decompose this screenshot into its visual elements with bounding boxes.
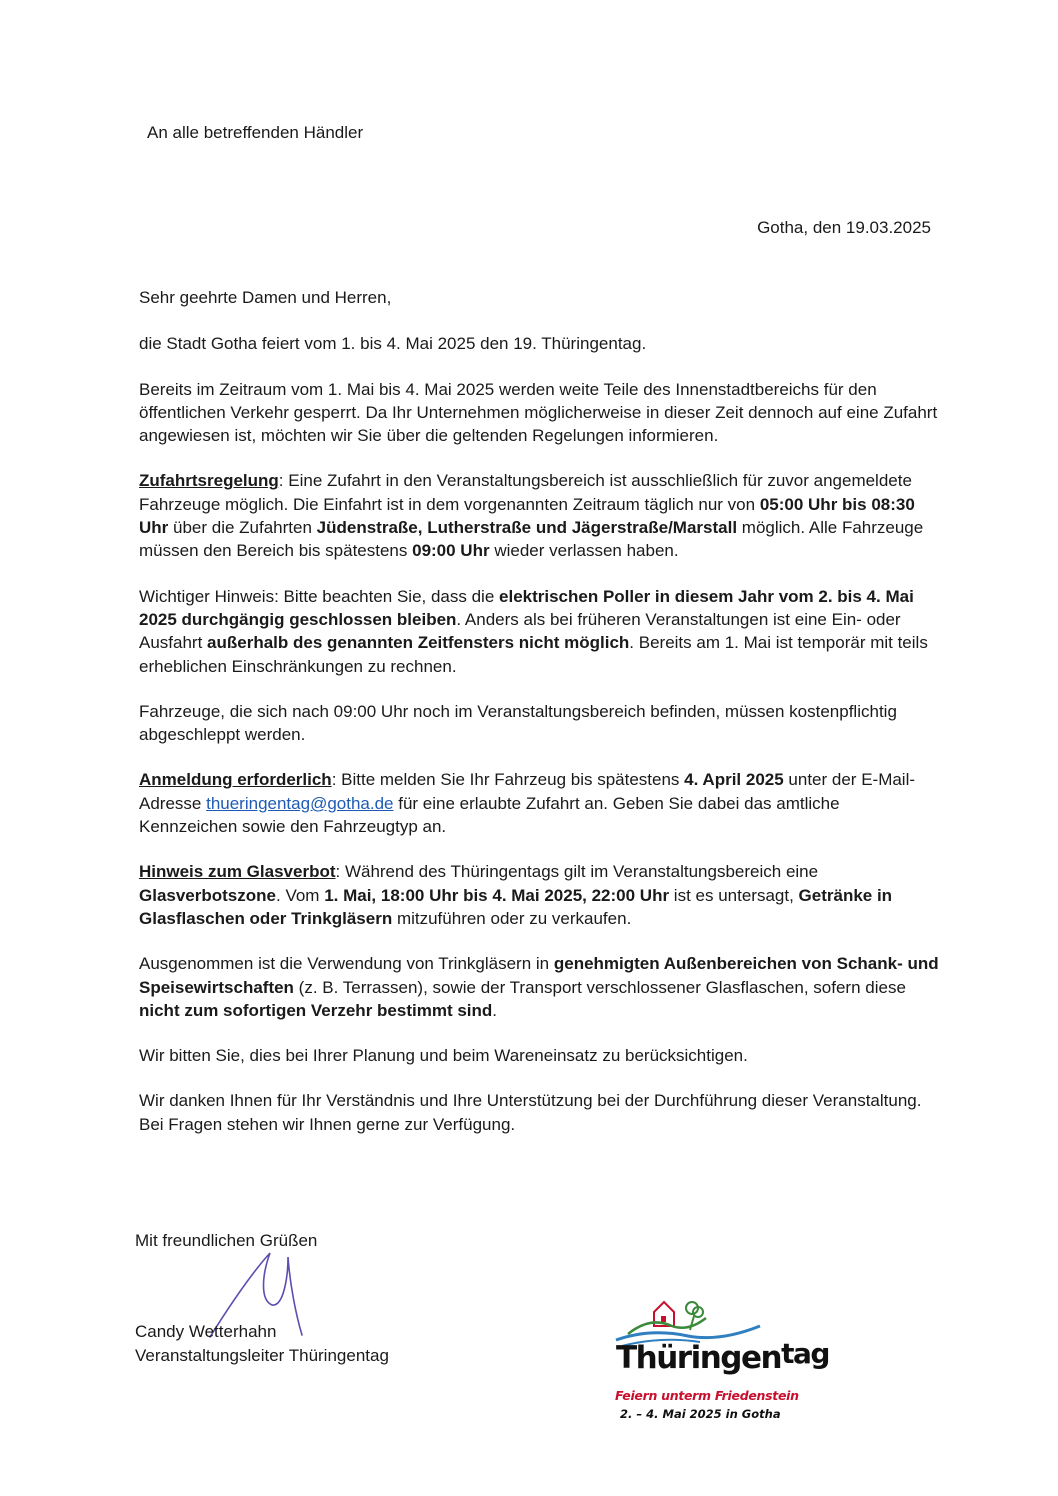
thanks-paragraph: Wir danken Ihnen für Ihr Verständnis und Ihre Unterstützung bei der Durchführung dieser Veranstaltung. Bei Fragen stehen wir Ihnen gerne zur Verfügung. — [139, 1091, 922, 1134]
logo-wordmark: Thüringentag — [616, 1337, 829, 1376]
glass-ban-paragraph: Hinweis zum Glasverbot: Während des Thüringentags gilt im Veranstaltungsbereich eine Glasverbotszone. Vom 1. Mai, 18:00 Uhr bis 4. Mai 2025, 22:00 Uhr ist es untersagt, Getränke in Glasflaschen oder Trinkgläsern mitzuführen oder zu verkaufen. — [139, 862, 893, 928]
signer-title: Veranstaltungsleiter Thüringentag — [135, 1346, 389, 1365]
towing-paragraph: Fahrzeuge, die sich nach 09:00 Uhr noch im Veranstaltungsbereich befinden, müssen kostenpflichtig abgeschleppt werden. — [139, 701, 897, 745]
registration-paragraph: Anmeldung erforderlich: Bitte melden Sie Ihr Fahrzeug bis spätestens 4. April 2025 unter der E-Mail-Adresse thueringentag@gotha.de für eine erlaubte Zufahrt an. Geben Sie dabei das amtliche Kennzeichen sowie den Fahrzeugtyp an. — [139, 770, 916, 837]
letter-body — [139, 286, 939, 1158]
signer-name: Candy Wetterhahn — [135, 1322, 277, 1341]
exception-paragraph: Ausgenommen ist die Verwendung von Trinkgläsern in genehmigten Außenbereichen von Schank- und Speisewirtschaften (z. B. Terrassen), sowie der Transport verschlossener Glasflaschen, sofern diese nicht zum sofortigen Verzehr bestimmt sind. — [139, 954, 939, 1020]
bollard-notice-paragraph: Wichtiger Hinweis: Bitte beachten Sie, dass die elektrischen Poller in diesem Jahr vom 2. bis 4. Mai 2025 durchgängig geschlossen bleiben. Anders als bei früheren Veranstaltungen ist eine Ein- oder Ausfahrt außerhalb des genannten Zeitfensters nicht möglich. Bereits am 1. Mai ist temporär mit teils erheblichen Einschränkungen zu rechnen. — [139, 586, 928, 676]
glass-ban-heading: Hinweis zum Glasverbot — [139, 862, 336, 882]
letter-date: Gotha, den 19.03.2025 — [757, 218, 931, 237]
closure-paragraph: Bereits im Zeitraum vom 1. Mai bis 4. Mai 2025 werden weite Teile des Innenstadtbereichs für den öffentlichen Verkehr gesperrt. Da Ihr Unternehmen möglicherweise in dieser Zeit dennoch auf eine Zufahrt angewiesen ist, möchten wir Sie über die geltenden Regelungen informieren. — [139, 379, 938, 446]
addressee: An alle betreffenden Händler — [147, 123, 364, 142]
logo-date-line: 2. – 4. Mai 2025 in Gotha — [620, 1407, 781, 1421]
access-rules-heading: Zufahrtsregelung — [139, 471, 279, 491]
email-link[interactable]: thueringentag@gotha.de — [206, 793, 394, 813]
planning-paragraph: Wir bitten Sie, dies bei Ihrer Planung und beim Wareneinsatz zu berücksichtigen. — [139, 1046, 748, 1066]
registration-heading: Anmeldung erforderlich — [139, 770, 332, 790]
closing: Mit freundlichen Grüßen — [135, 1231, 318, 1250]
salutation: Sehr geehrte Damen und Herren, — [139, 288, 392, 307]
logo-subtitle: Feiern unterm Friedenstein — [615, 1388, 799, 1403]
access-rules-paragraph: Zufahrtsregelung: Eine Zufahrt in den Veranstaltungsbereich ist ausschließlich für zuvor angemeldete Fahrzeuge möglich. Die Einfahrt ist in dem vorgenannten Zeitraum täglich nur von 05:00 Uhr bis 08:30 Uhr über die Zufahrten Jüdenstraße, Lutherstraße und Jägerstraße/Marstall möglich. Alle Fahrzeuge müssen den Bereich bis spätestens 09:00 Uhr wieder verlassen haben. — [139, 471, 924, 561]
intro-paragraph: die Stadt Gotha feiert vom 1. bis 4. Mai 2025 den 19. Thüringentag. — [139, 334, 647, 354]
signer-block — [135, 1320, 389, 1368]
